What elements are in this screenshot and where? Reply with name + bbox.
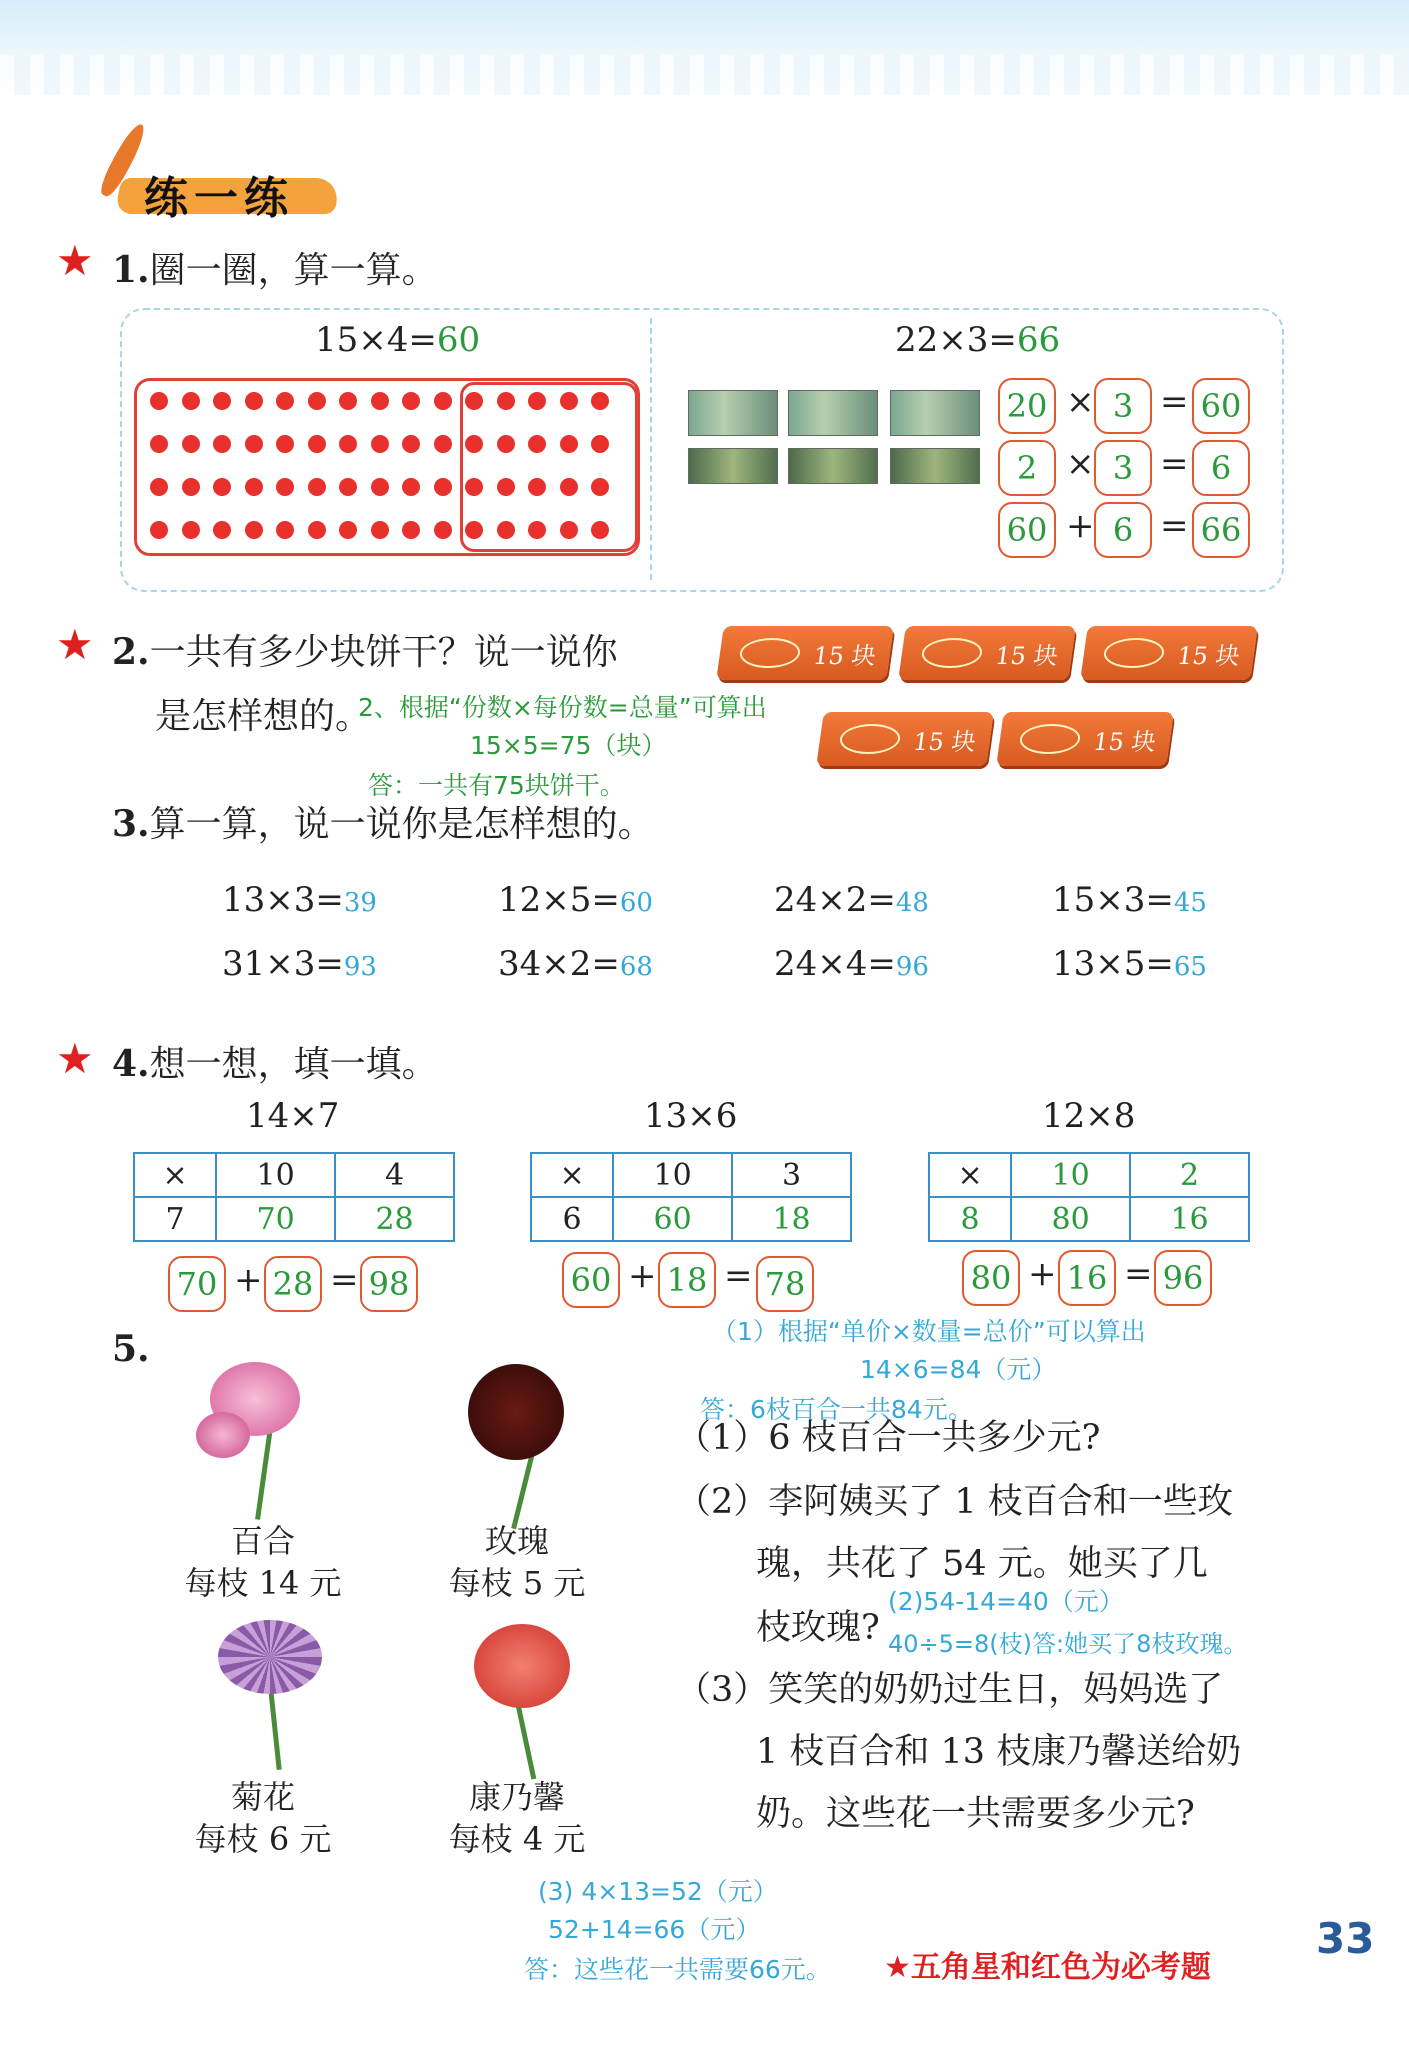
q5-number: 5. — [112, 1328, 150, 1370]
flower-name: 康乃馨 — [468, 1778, 565, 1816]
star-icon: ★ — [56, 236, 94, 285]
dot — [245, 435, 263, 453]
dot — [182, 392, 200, 410]
q4-t1-a: 70 — [168, 1256, 226, 1312]
dot — [371, 435, 389, 453]
q2-line1: 2.一共有多少块饼干？说一说你 — [112, 631, 618, 673]
q3-item: 34×2=68 — [498, 944, 653, 984]
q3-heading: 3.算一算，说一说你是怎样想的。 — [112, 803, 654, 845]
dot — [245, 521, 263, 539]
flower-price: 每枝 5 元 — [448, 1564, 586, 1602]
dot — [371, 392, 389, 410]
q3-item: 12×5=60 — [498, 880, 653, 920]
q3-item: 24×4=96 — [774, 944, 929, 984]
q5-answer3-line2: 52+14=66（元） — [548, 1915, 761, 1944]
q5-answer3-line1: (3) 4×13=52（元） — [538, 1877, 778, 1906]
dot — [150, 392, 168, 410]
q1-row3-op: + — [1066, 506, 1095, 546]
q3-item: 31×3=93 — [222, 944, 377, 984]
flower-price: 每枝 4 元 — [448, 1820, 586, 1858]
q3-item: 24×2=48 — [774, 880, 929, 920]
q4-table3: × 10 2 8 80 16 — [928, 1152, 1250, 1242]
q1-row3-eq: = — [1160, 506, 1189, 546]
q2-answer-line2: 15×5=75（块） — [470, 731, 667, 760]
q1-row1-b: 3 — [1094, 378, 1152, 434]
q4-t2-eq: = — [724, 1256, 753, 1296]
star-icon: ★ — [56, 1034, 94, 1083]
dot — [434, 435, 452, 453]
q4-t1-eq: = — [330, 1260, 359, 1300]
dot — [402, 435, 420, 453]
dot — [182, 521, 200, 539]
biscuit-pack: 15 块 — [816, 712, 994, 766]
q5-problem2-line3: 枝玫瑰? — [756, 1608, 880, 1648]
dot — [465, 478, 483, 496]
dot — [402, 478, 420, 496]
q1-row1-a: 20 — [998, 378, 1056, 434]
q4-t3-plus: + — [1028, 1254, 1057, 1294]
dot — [560, 435, 578, 453]
q4-heading: 4.想一想，填一填。 — [112, 1043, 438, 1085]
q3-item: 13×3=39 — [222, 880, 377, 920]
q2-answer-line1: 2、根据“份数×每份数=总量”可算出 — [358, 693, 767, 722]
dot — [497, 521, 515, 539]
star-icon: ★ — [56, 620, 94, 669]
biscuit-pack: 15 块 — [996, 712, 1174, 766]
page-number: 33 — [1316, 1914, 1375, 1963]
q1-row3-a: 60 — [998, 502, 1056, 558]
q4-table2-title: 13×6 — [644, 1096, 738, 1136]
q4-table3-title: 12×8 — [1042, 1096, 1136, 1136]
dot — [150, 435, 168, 453]
one-yuan-bill — [788, 448, 878, 484]
dot — [402, 521, 420, 539]
flower-name: 百合 — [230, 1522, 295, 1560]
q4-t1-c: 98 — [360, 1256, 418, 1312]
dot — [465, 521, 483, 539]
q4-t2-c: 78 — [756, 1256, 814, 1312]
q5-problem1: （1）6 枝百合一共多少元? — [676, 1418, 1101, 1458]
dot — [308, 435, 326, 453]
dot — [276, 478, 294, 496]
q4-t1-b: 28 — [264, 1256, 322, 1312]
biscuit-pack: 15 块 — [1080, 626, 1258, 680]
ten-yuan-bill — [890, 390, 980, 436]
q5-problem3-line1: （3）笑笑的奶奶过生日，妈妈选了 — [676, 1670, 1224, 1710]
q1-row2-b: 3 — [1094, 440, 1152, 496]
q5-problem2-line2: 瑰，共花了 54 元。她买了几 — [756, 1544, 1208, 1584]
dot — [308, 392, 326, 410]
dot — [308, 478, 326, 496]
dot — [497, 392, 515, 410]
dot — [339, 521, 357, 539]
q1-heading: 1.圈一圈，算一算。 — [112, 249, 438, 291]
dot — [402, 392, 420, 410]
ten-yuan-bill — [688, 390, 778, 436]
dot — [245, 392, 263, 410]
q5-answer1-line2: 14×6=84（元） — [860, 1355, 1057, 1384]
q5-answer3-line3: 答：这些花一共需要66元。 — [524, 1955, 831, 1984]
q3-item: 15×3=45 — [1052, 880, 1207, 920]
q3-item: 13×5=65 — [1052, 944, 1207, 984]
q1-row2-eq: = — [1160, 444, 1189, 484]
dot — [339, 392, 357, 410]
dot — [434, 392, 452, 410]
dot — [528, 435, 546, 453]
flower-name: 菊花 — [230, 1778, 295, 1816]
q1-row1-eq: = — [1160, 382, 1189, 422]
one-yuan-bill — [688, 448, 778, 484]
q2-answer-line3: 答：一共有75块饼干。 — [368, 771, 625, 800]
biscuit-pack: 15 块 — [716, 626, 894, 680]
dot — [434, 521, 452, 539]
dot — [276, 392, 294, 410]
dot — [465, 392, 483, 410]
dot — [182, 435, 200, 453]
dot — [497, 435, 515, 453]
top-wave-decoration — [0, 55, 1409, 95]
flower-price: 每枝 14 元 — [184, 1564, 342, 1602]
dot — [276, 521, 294, 539]
q5-answer1-line3: 答：6枝百合一共84元。 — [700, 1395, 973, 1424]
q1-row2-c: 6 — [1192, 440, 1250, 496]
q1-right-equation: 22×3=66 — [895, 320, 1061, 360]
q5-answer2-line2: 40÷5=8(枝)答:她买了8枝玫瑰。 — [888, 1630, 1248, 1658]
flower-name: 玫瑰 — [484, 1522, 549, 1560]
ten-yuan-bill — [788, 390, 878, 436]
q1-row1-c: 60 — [1192, 378, 1250, 434]
q4-t2-plus: + — [628, 1256, 657, 1296]
dot — [528, 392, 546, 410]
one-yuan-bill — [890, 448, 980, 484]
q1-row3-c: 66 — [1192, 502, 1250, 558]
q1-row2-op: × — [1066, 444, 1095, 484]
dot — [150, 521, 168, 539]
q5-problem2-line1: （2）李阿姨买了 1 枝百合和一些玫 — [676, 1482, 1233, 1522]
q4-table1-title: 14×7 — [246, 1096, 340, 1136]
dot — [591, 435, 609, 453]
dot — [308, 521, 326, 539]
dot — [591, 392, 609, 410]
q1-row3-b: 6 — [1094, 502, 1152, 558]
dot — [560, 392, 578, 410]
dot-array-part-circle — [460, 382, 638, 552]
dot — [465, 435, 483, 453]
q5-problem3-line2: 1 枝百合和 13 枝康乃馨送给奶 — [756, 1732, 1242, 1772]
dot — [371, 521, 389, 539]
dot — [560, 521, 578, 539]
q2-line2: 是怎样想的。 — [155, 696, 372, 737]
dot — [245, 478, 263, 496]
dot — [213, 392, 231, 410]
dot — [497, 478, 515, 496]
q5-answer2-line1: (2)54-14=40（元） — [888, 1587, 1124, 1616]
q4-t3-b: 16 — [1058, 1250, 1116, 1306]
dot — [591, 478, 609, 496]
dot — [591, 521, 609, 539]
dot — [560, 478, 578, 496]
biscuit-pack: 15 块 — [898, 626, 1076, 680]
q1-panel-divider — [650, 318, 652, 580]
q4-t2-b: 18 — [658, 1252, 716, 1308]
dot — [213, 521, 231, 539]
q5-problem3-line3: 奶。这些花一共需要多少元? — [756, 1794, 1195, 1834]
dot — [528, 478, 546, 496]
q5-answer1-line1: （1）根据“单价×数量=总价”可以算出 — [712, 1317, 1146, 1346]
dot — [150, 478, 168, 496]
section-title: 练一练 — [118, 150, 348, 222]
q4-t3-eq: = — [1124, 1254, 1153, 1294]
dot — [182, 478, 200, 496]
dot — [276, 435, 294, 453]
footer-note: ★五角星和红色为必考题 — [884, 1950, 1211, 1985]
q1-row1-op: × — [1066, 382, 1095, 422]
q4-table2: × 10 3 6 60 18 — [530, 1152, 852, 1242]
dot — [528, 521, 546, 539]
dot — [213, 435, 231, 453]
q4-t3-c: 96 — [1154, 1250, 1212, 1306]
dot — [371, 478, 389, 496]
dot — [434, 478, 452, 496]
dot — [339, 435, 357, 453]
flower-price: 每枝 6 元 — [194, 1820, 332, 1858]
q4-t3-a: 80 — [962, 1250, 1020, 1306]
q1-row2-a: 2 — [998, 440, 1056, 496]
q4-t2-a: 60 — [562, 1252, 620, 1308]
dot — [339, 478, 357, 496]
q1-left-equation: 15×4=60 — [315, 320, 481, 360]
q4-table1: × 10 4 7 70 28 — [133, 1152, 455, 1242]
dot — [213, 478, 231, 496]
q4-t1-plus: + — [234, 1260, 263, 1300]
